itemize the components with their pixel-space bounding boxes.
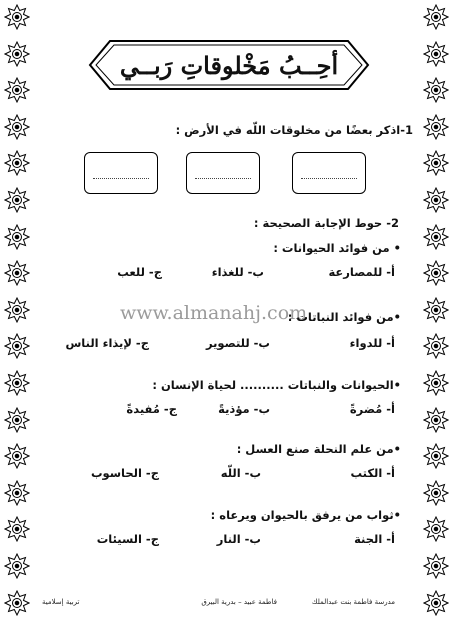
star-ornament — [423, 443, 449, 469]
q2-item-4-option-c[interactable]: ج- الحاسوب — [90, 466, 159, 480]
star-ornament — [423, 553, 449, 579]
star-ornament — [423, 516, 449, 542]
footer-subject: تربية إسلامية — [42, 598, 80, 606]
star-ornament — [4, 114, 30, 140]
star-ornament — [4, 407, 30, 433]
answer-box-3[interactable] — [84, 152, 158, 194]
star-ornament — [423, 260, 449, 286]
q2-item-2-option-b[interactable]: ب- للتصوير — [205, 336, 270, 350]
star-ornament — [4, 443, 30, 469]
q2-item-1-stem: • من فوائد الحيوانات : — [273, 241, 401, 255]
star-ornament — [4, 4, 30, 30]
question-1-text: 1-اذكر بعضًا من مخلوقات اللّه في الأرض : — [175, 123, 413, 137]
star-ornament — [4, 553, 30, 579]
q2-item-3-option-c[interactable]: ج- مُفيدةً — [126, 402, 177, 416]
footer-teacher: فاطمة عبيد – بدرية البيرق — [201, 598, 277, 606]
page-title: أحِــبُ مَخْلوقاتِ رَبــي — [119, 50, 339, 80]
q2-item-3-option-b[interactable]: ب- مؤذيةً — [218, 402, 270, 416]
left-ornament-border — [4, 4, 30, 636]
star-ornament — [4, 77, 30, 103]
q2-item-5-option-a[interactable]: أ- الجنة — [354, 532, 395, 546]
star-ornament — [423, 187, 449, 213]
answer-line — [301, 178, 357, 179]
footer-school: مدرسة فاطمة بنت عبدالملك — [311, 598, 395, 606]
q2-item-2-option-c[interactable]: ج- لإيذاء الناس — [65, 336, 149, 350]
q2-item-3-option-a[interactable]: أ- مُضرةً — [349, 402, 395, 416]
q2-item-1-option-b[interactable]: ب- للغذاء — [211, 265, 264, 279]
star-ornament — [423, 4, 449, 30]
star-ornament — [423, 150, 449, 176]
question-2-heading: 2- حوط الإجابة الصحيحة : — [253, 216, 399, 230]
answer-line — [93, 178, 149, 179]
star-ornament — [423, 333, 449, 359]
answer-line — [195, 178, 251, 179]
star-ornament — [4, 590, 30, 616]
star-ornament — [4, 370, 30, 396]
title-frame — [88, 39, 370, 91]
star-ornament — [4, 187, 30, 213]
watermark: www.almanahj.com — [120, 302, 308, 324]
q2-item-1-option-a[interactable]: أ- للمصارعة — [328, 265, 395, 279]
star-ornament — [4, 150, 30, 176]
star-ornament — [423, 480, 449, 506]
star-ornament — [4, 516, 30, 542]
star-ornament — [423, 590, 449, 616]
q2-item-4-option-a[interactable]: أ- الكتب — [350, 466, 395, 480]
q2-item-4-option-b[interactable]: ب- اللّه — [220, 466, 261, 480]
answer-box-1[interactable] — [292, 152, 366, 194]
star-ornament — [423, 77, 449, 103]
q2-item-2-option-a[interactable]: أ- للدواء — [349, 336, 395, 350]
star-ornament — [4, 333, 30, 359]
star-ornament — [423, 297, 449, 323]
star-ornament — [4, 224, 30, 250]
star-ornament — [423, 224, 449, 250]
star-ornament — [4, 260, 30, 286]
star-ornament — [4, 297, 30, 323]
star-ornament — [4, 41, 30, 67]
star-ornament — [423, 114, 449, 140]
star-ornament — [4, 480, 30, 506]
q2-item-3-stem: •الحيوانات والنباتات .......... لحياة الإنسان : — [152, 378, 401, 392]
star-ornament — [423, 370, 449, 396]
q2-item-5-stem: •ثواب من يرفق بالحيوان ويرعاه : — [210, 508, 401, 522]
q2-item-4-stem: •من علم النحلة صنع العسل : — [236, 442, 401, 456]
q2-item-2-stem: •من فوائد النباتات : — [287, 310, 401, 324]
answer-box-2[interactable] — [186, 152, 260, 194]
right-ornament-border — [423, 4, 449, 636]
q2-item-5-option-c[interactable]: ج- السيئات — [96, 532, 159, 546]
q2-item-1-option-c[interactable]: ج- للعب — [117, 265, 162, 279]
star-ornament — [423, 407, 449, 433]
q2-item-5-option-b[interactable]: ب- النار — [216, 532, 261, 546]
star-ornament — [423, 41, 449, 67]
